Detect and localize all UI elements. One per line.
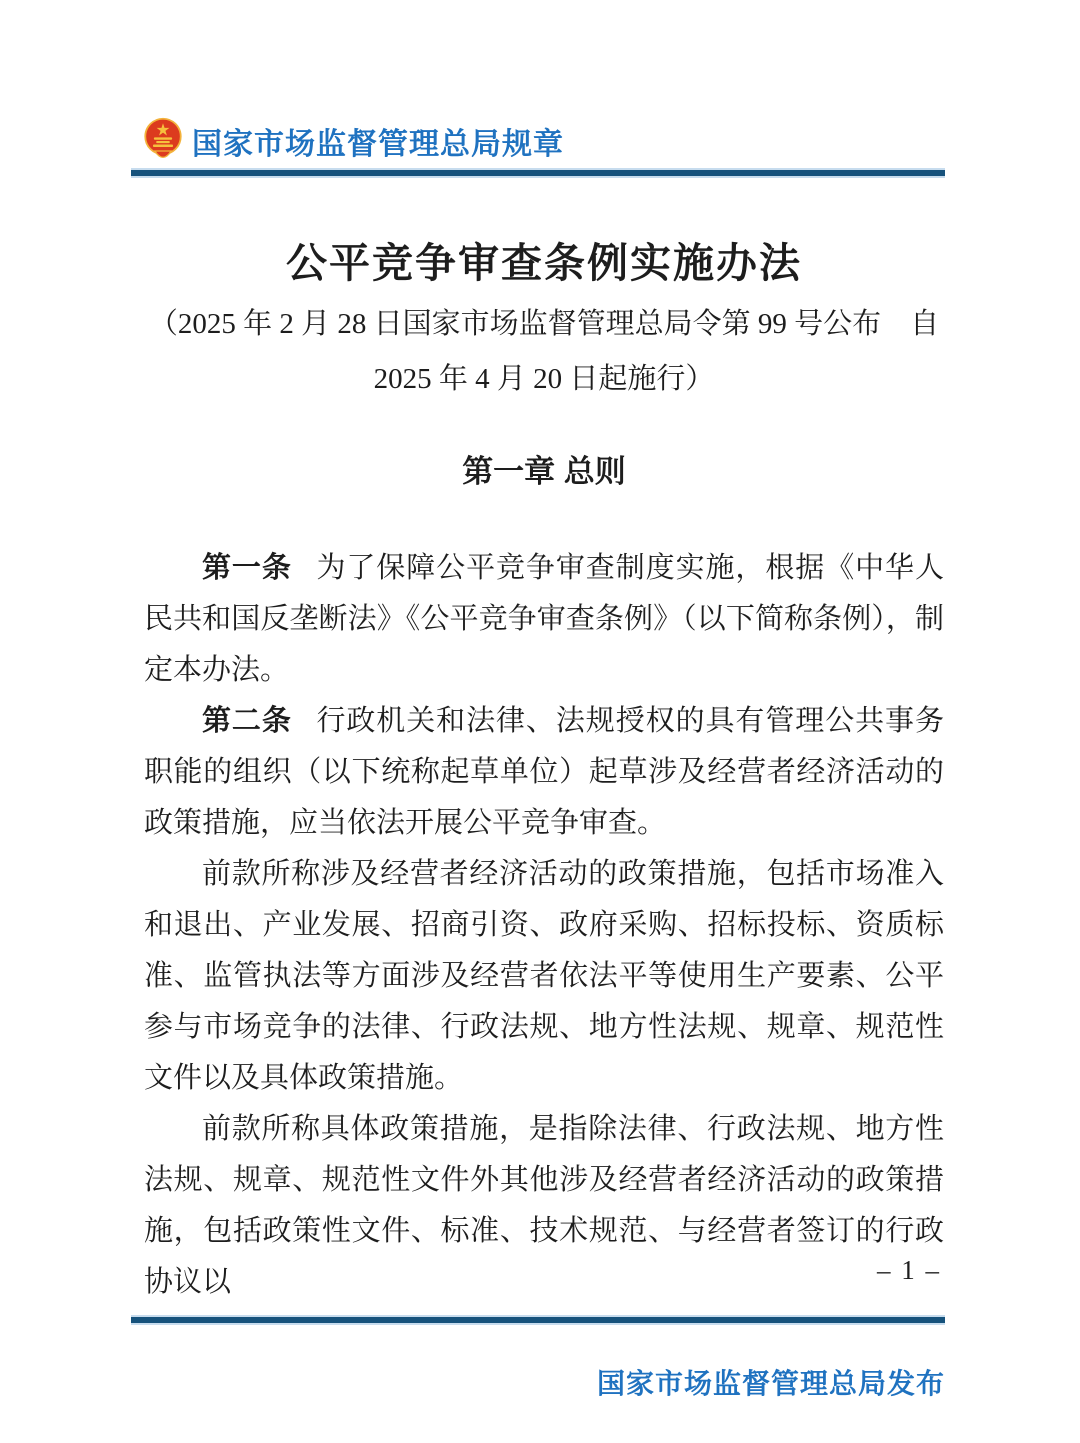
subtitle-line-2: 2025 年 4 月 20 日起施行） bbox=[373, 363, 715, 395]
article-paragraph bbox=[144, 543, 944, 696]
subtitle-line-1: （2025 年 2 月 28 日国家市场监督管理总局令第 99 号公布 自 bbox=[148, 308, 940, 340]
document-body bbox=[144, 543, 944, 1308]
document-subtitle bbox=[110, 297, 978, 407]
page-number: – 1 – bbox=[877, 1255, 941, 1285]
publisher-footer-label: 国家市场监督管理总局发布 bbox=[596, 1369, 945, 1400]
header-divider bbox=[131, 170, 945, 176]
article-number-label: 第二条 bbox=[202, 705, 292, 737]
page-header bbox=[143, 116, 945, 166]
footer-divider bbox=[131, 1317, 945, 1323]
article-text: 为了保障公平竞争审查制度实施，根据《中华人民共和国反垄断法》《公平竞争审查条例》（以下简称条例），制定本办法。 bbox=[144, 552, 944, 686]
agency-header-label: 国家市场监督管理总局规章 bbox=[192, 128, 564, 161]
article-text: 前款所称具体政策措施，是指除法律、行政法规、地方性法规、规章、规范性文件外其他涉及经营者经济活动的政策措施，包括政策性文件、标准、技术规范、与经营者签订的行政协议以 bbox=[144, 1113, 944, 1298]
article-paragraph bbox=[144, 696, 944, 849]
article-paragraph bbox=[144, 849, 944, 1104]
article-text: 前款所称涉及经营者经济活动的政策措施，包括市场准入和退出、产业发展、招商引资、政府采购、招标投标、资质标准、监管执法等方面涉及经营者依法平等使用生产要素、公平参与市场竞争的法律、行政法规、地方性法规、规章、规范性文件以及具体政策措施。 bbox=[144, 858, 944, 1094]
article-text: 行政机关和法律、法规授权的具有管理公共事务职能的组织（以下统称起草单位）起草涉及经营者经济活动的政策措施，应当依法开展公平竞争审查。 bbox=[144, 705, 944, 839]
chapter-heading: 第一章 总则 bbox=[462, 454, 626, 489]
article-number-label: 第一条 bbox=[202, 552, 292, 584]
document-title: 公平竞争审查条例实施办法 bbox=[286, 240, 802, 286]
national-emblem-icon bbox=[143, 116, 183, 166]
